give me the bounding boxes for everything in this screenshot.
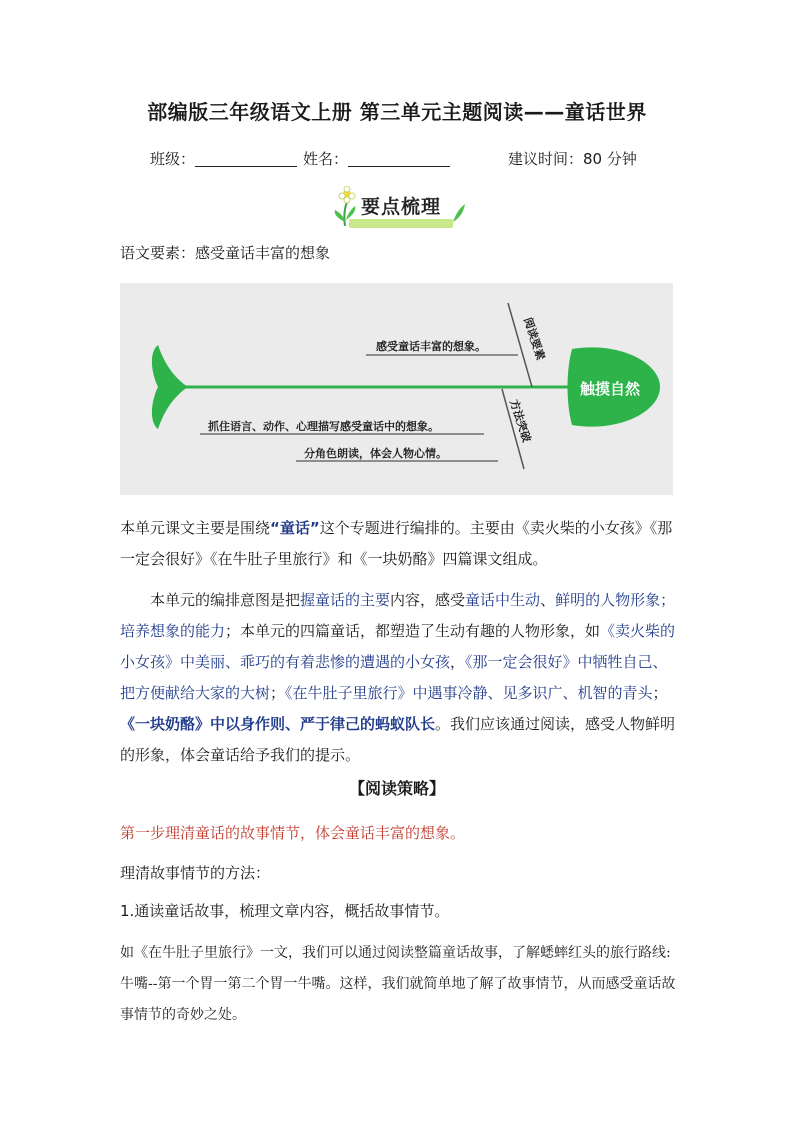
design-text-5: ， <box>450 653 466 671</box>
design-text-8: 。我们应该通过阅读，感受人物鲜明的形象，体会童话给予我们的提示。 <box>120 715 676 764</box>
design-hl-8: 《一块奶酪》中以身作则、严于律己的蚂蚁队长 <box>120 715 436 733</box>
design-text-2: 内容，感受 <box>390 591 466 609</box>
fish-head-label: 触摸自然 <box>579 380 641 398</box>
class-label: 班级： <box>150 150 196 168</box>
design-hl-4: ；培养想象的能力 <box>120 591 676 640</box>
badge-label: 要点梳理 <box>361 196 442 218</box>
name-blank[interactable] <box>348 150 450 167</box>
name-label: 姓名： <box>303 150 349 168</box>
intro-text-2: 这个专题进行编排的。主要由《卖火柴的小女孩》《那一定会很好》《在牛肚子里旅行》和《一块奶酪》四篇课文组成。 <box>120 519 673 568</box>
badge-underline <box>349 219 453 228</box>
design-text-3: 、 <box>540 591 556 609</box>
design-text-7: ； <box>652 684 668 702</box>
class-blank[interactable] <box>195 150 297 167</box>
design-hl-2: 童话中生动 <box>465 591 541 609</box>
language-essentials: 语文要素：感受童话丰富的想象 <box>120 244 331 262</box>
design-hl-5: 《卖火柴的小女孩》中美丽、乖巧的有着悲惨的遭遇的小女孩 <box>120 622 676 671</box>
section-title: 【阅读策略】 <box>348 779 445 798</box>
intro-text-1: 本单元课文主要是围绕 <box>120 519 271 537</box>
intro-paragraph <box>120 513 680 575</box>
document-title: 部编版三年级语文上册 第三单元主题阅读——童话世界 <box>147 100 647 124</box>
design-hl-7: 《在牛肚子里旅行》中遇事冷静、见多识广、机智的青头 <box>285 684 653 702</box>
suggested-time: 建议时间：80 分钟 <box>508 150 637 168</box>
design-text-1: 本单元的编排意图是把 <box>150 591 301 609</box>
intro-highlight: “童话” <box>270 519 320 537</box>
student-info-row <box>150 148 637 169</box>
design-hl-1: 握童话的主要 <box>300 591 391 609</box>
example-paragraph: 如《在牛肚子里旅行》一文，我们可以通过阅读整篇童话故事，了解蟋蟀红头的旅行路线:牛嘴--第一个胃一第二个胃一牛嘴。这样，我们就简单地了解了故事情节，从而感受童话故事情节的奇妙之处。 <box>120 945 676 1023</box>
design-hl-6: 《那一定会很好》中牺牲自己、把方便献给大家的大树 <box>120 653 668 702</box>
design-text-6: ； <box>270 684 286 702</box>
design-paragraph <box>120 585 680 771</box>
key-points-badge <box>327 186 467 230</box>
top-branch-label: 阅读要素 <box>521 315 548 362</box>
method-title: 理清故事情节的方法： <box>120 864 271 882</box>
step-one: 第一步理清童话的故事情节，体会童话丰富的想象。 <box>120 824 466 842</box>
top-bone <box>508 303 532 387</box>
top-item: 感受童话丰富的想象。 <box>376 340 486 353</box>
method-one: 1.通读童话故事，梳理文章内容，概括故事情节。 <box>120 902 450 920</box>
bottom-item-2: 分角色朗读，体会人物心情。 <box>304 447 447 460</box>
fishbone-diagram <box>120 283 673 495</box>
design-text-4: ；本单元的四篇童话，都塑造了生动有趣的人物形象，如 <box>225 622 601 640</box>
bottom-branch-label: 方法突破 <box>507 397 534 444</box>
fishbone-svg <box>120 283 673 495</box>
design-hl-3: 鲜明的人物形象 <box>555 591 661 609</box>
bottom-item-1: 抓住语言、动作、心理描写感受童话中的想象。 <box>208 420 439 433</box>
